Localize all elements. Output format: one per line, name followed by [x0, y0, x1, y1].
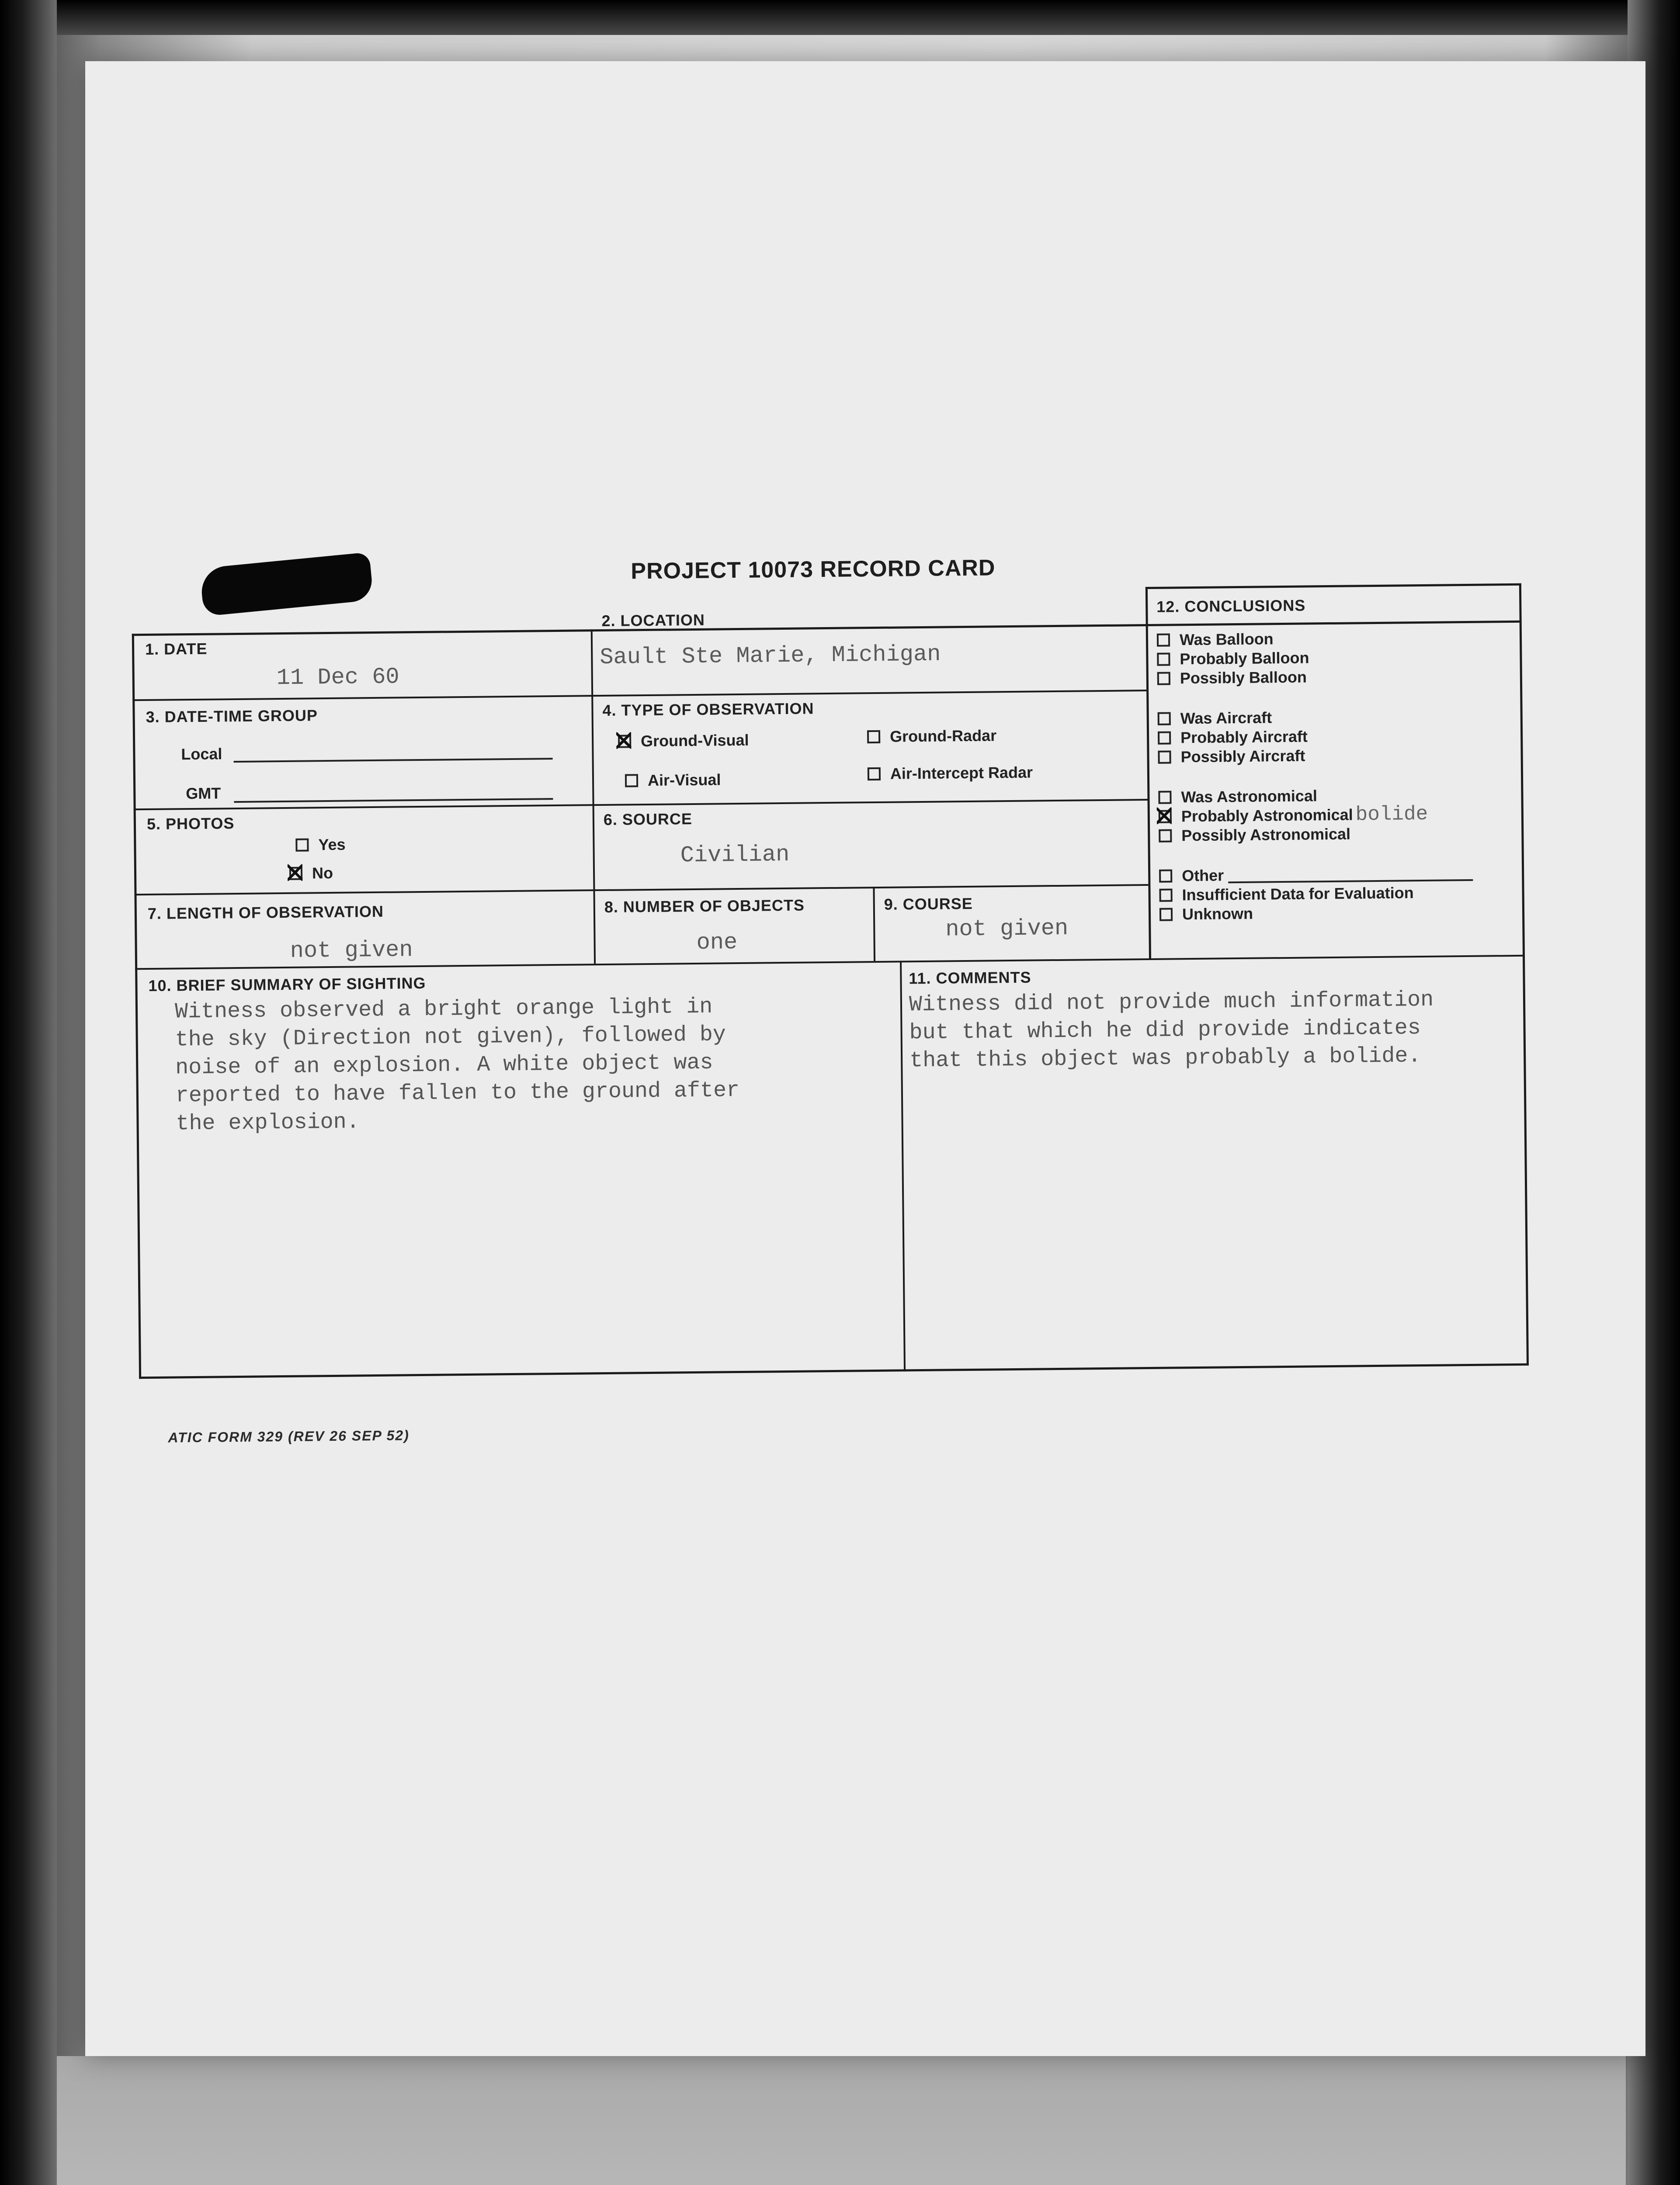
grid-line [1519, 583, 1529, 1366]
checkbox [1157, 653, 1170, 666]
checkbox [625, 774, 638, 787]
date-value: 11 Dec 60 [276, 664, 399, 691]
length-of-observation-label: 7. LENGTH OF OBSERVATION [147, 902, 384, 923]
record-card-grid [132, 583, 1529, 1379]
photos-label: 5. PHOTOS [146, 814, 235, 833]
form-identifier: ATIC FORM 329 (REV 26 SEP 52) [168, 1427, 410, 1446]
local-time-label: Local [181, 745, 222, 763]
grid-line [1145, 587, 1151, 958]
checkbox [1159, 829, 1172, 842]
grid-line [132, 690, 1146, 701]
location-value: Sault Ste Marie, Michigan [600, 641, 941, 671]
type-of-observation-label: 4. TYPE OF OBSERVATION [602, 699, 814, 719]
local-time-line [234, 758, 553, 763]
conclusion-option-label: Possibly Astronomical [1181, 825, 1351, 845]
conclusion-option [1157, 668, 1307, 688]
conclusions-label: 12. CONCLUSIONS [1156, 596, 1306, 616]
conclusion-option [1158, 746, 1305, 767]
grid-line [132, 621, 1522, 636]
conclusion-option-label: Other [1181, 866, 1224, 885]
grid-line [873, 887, 875, 961]
conclusion-option [1159, 802, 1428, 826]
option-label: Ground-Visual [640, 731, 749, 750]
conclusion-option [1159, 864, 1473, 886]
conclusion-option-label: Probably Astronomical [1181, 805, 1353, 825]
grid-line [139, 1363, 1529, 1379]
number-of-objects-label: 8. NUMBER OF OBJECTS [604, 896, 805, 916]
checkbox [1159, 908, 1173, 921]
conclusion-option-label: Possibly Aircraft [1180, 746, 1305, 766]
conclusion-option-label: Possibly Balloon [1180, 668, 1307, 687]
conclusion-option [1159, 883, 1413, 905]
source-value: Civilian [680, 841, 790, 869]
comments-label: 11. COMMENTS [909, 968, 1031, 988]
checkbox [295, 838, 309, 851]
option-label: Ground-Radar [889, 726, 997, 746]
checkbox [868, 767, 881, 780]
source-label: 6. SOURCE [603, 810, 693, 829]
conclusion-option [1158, 708, 1272, 728]
gmt-line [234, 798, 553, 803]
checkbox [1158, 712, 1171, 725]
course-label: 9. COURSE [884, 894, 973, 913]
grid-line [591, 629, 596, 964]
conclusion-option-label: Unknown [1182, 904, 1253, 923]
conclusion-annotation: bolide [1355, 802, 1428, 826]
conclusion-option [1158, 727, 1308, 747]
checkbox-checked [618, 735, 631, 748]
conclusion-option [1159, 904, 1253, 924]
date-time-group-label: 3. DATE-TIME GROUP [146, 706, 318, 726]
conclusion-option-label: Probably Balloon [1180, 649, 1309, 668]
location-label: 2. LOCATION [601, 610, 705, 630]
grid-line [900, 961, 906, 1371]
option-ground-visual [618, 731, 749, 751]
comments-text: Witness did not provide much information but that which he did provide indicates that this object was probably a bolide. [909, 987, 1434, 1074]
conclusion-option-label: Was Balloon [1179, 630, 1274, 649]
option-photos-yes [295, 835, 345, 855]
course-value: not given [945, 915, 1069, 943]
conclusion-option-label: Insufficient Data for Evaluation [1182, 884, 1414, 904]
checkbox-checked [1159, 810, 1172, 823]
date-label: 1. DATE [145, 639, 208, 659]
gmt-label: GMT [186, 784, 221, 803]
grid-line [132, 634, 141, 1379]
option-ground-radar [867, 726, 996, 746]
number-of-objects-value: one [696, 929, 738, 956]
checkbox [867, 730, 880, 743]
option-photos-no [289, 864, 333, 883]
option-label: Air-Visual [647, 770, 721, 789]
checkbox [1158, 731, 1171, 744]
conclusion-option [1159, 825, 1350, 846]
checkbox [1159, 869, 1172, 882]
grid-line [1145, 583, 1521, 589]
option-label: No [312, 864, 333, 882]
option-label: Yes [318, 835, 346, 854]
option-air-visual [625, 770, 721, 790]
conclusion-option [1157, 629, 1274, 650]
conclusion-option [1157, 648, 1309, 669]
checkbox [1158, 791, 1171, 804]
checkbox [1159, 888, 1172, 902]
checkbox [1157, 672, 1170, 685]
length-of-observation-value: not given [290, 937, 413, 964]
checkbox-checked [289, 867, 302, 880]
conclusion-option [1158, 786, 1317, 807]
checkbox [1157, 634, 1170, 647]
conclusion-option-label: Was Aircraft [1180, 708, 1272, 728]
card-title: PROJECT 10073 RECORD CARD [631, 555, 996, 584]
conclusion-option-label: Was Astronomical [1181, 787, 1318, 806]
other-underline [1228, 879, 1473, 883]
checkbox [1158, 750, 1171, 763]
brief-summary-label: 10. BRIEF SUMMARY OF SIGHTING [148, 974, 426, 995]
brief-summary-text: Witness observed a bright orange light in the sky (Direction not given), followed by noise of an explosion. A white object was reported to have fallen to the ground after the explosion. [174, 994, 740, 1137]
option-label: Air-Intercept Radar [890, 763, 1033, 783]
grid-line [134, 884, 1148, 895]
conclusion-option-label: Probably Aircraft [1180, 727, 1308, 747]
option-air-intercept-radar [868, 763, 1033, 784]
